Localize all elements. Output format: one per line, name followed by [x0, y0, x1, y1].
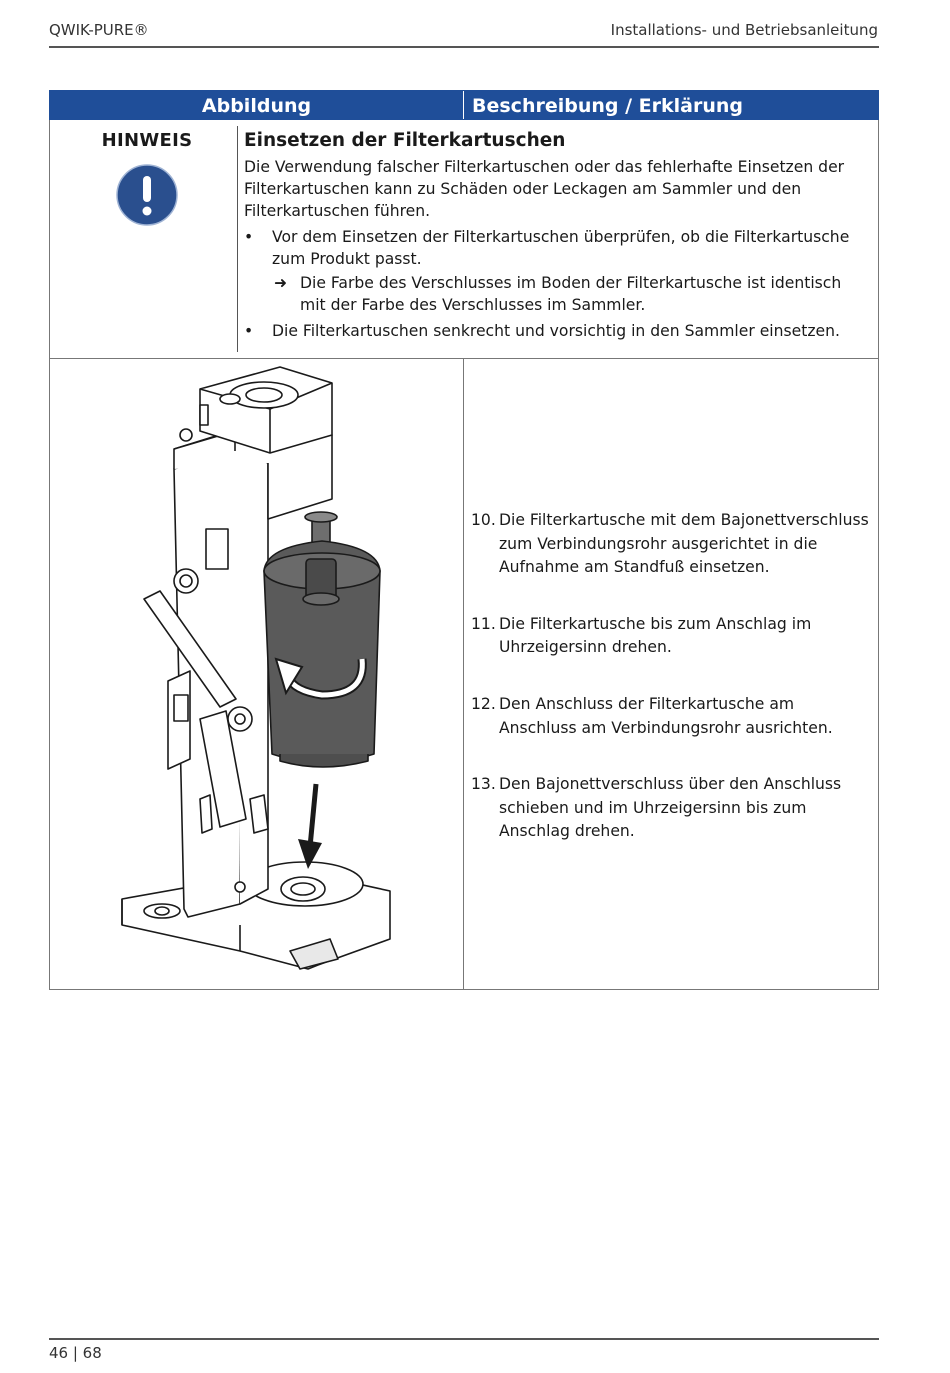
- header-rule: [49, 46, 879, 48]
- step-number: 12.: [471, 694, 496, 713]
- instruction-table: [49, 90, 879, 990]
- notice-label: HINWEIS: [101, 130, 193, 151]
- notice-body: [244, 130, 870, 342]
- bullet-symbol: •: [244, 228, 254, 246]
- notice-title: Einsetzen der Filterkartuschen: [244, 130, 566, 151]
- list-item: [471, 693, 872, 740]
- step-number: 13.: [471, 775, 496, 794]
- notice-intro: Die Verwendung falscher Filterkartuschen oder das fehlerhafte Einsetzen der Filterkartuschen kann zu Schäden oder Leckagen am Sammler und den Filterkartuschen führen.: [244, 158, 845, 220]
- header-document-title: Installations- und Betriebsanleitung: [610, 21, 878, 39]
- footer-rule: [49, 1338, 879, 1340]
- notice-bullet: [244, 320, 870, 342]
- notice-bullet-text: Vor dem Einsetzen der Filterkartuschen überprüfen, ob die Filterkartusche zum Produkt passt.: [272, 228, 850, 268]
- step-row: [49, 359, 879, 990]
- list-item: [471, 613, 872, 660]
- exclamation-icon: [116, 164, 178, 226]
- step-number: 11.: [471, 614, 496, 633]
- list-item: [471, 509, 872, 580]
- notice-bullet-text: Die Filterkartuschen senkrecht und vorsichtig in den Sammler einsetzen.: [272, 322, 840, 340]
- list-item: [471, 773, 872, 844]
- bullet-symbol: •: [244, 322, 254, 340]
- figure-cell: [50, 359, 464, 989]
- step-text: Den Anschluss der Filterkartusche am Anschluss am Verbindungsrohr ausrichten.: [499, 694, 833, 737]
- steps-list: [471, 509, 872, 877]
- step-text: Den Bajonettverschluss über den Anschluss schieben und im Uhrzeigersinn bis zum Anschlag drehen.: [499, 775, 842, 841]
- column-header-figure: Abbildung: [50, 91, 464, 119]
- step-number: 10.: [471, 511, 496, 529]
- notice-bullet: [244, 226, 870, 270]
- notice-result-text: Die Farbe des Verschlusses im Boden der Filterkartusche ist identisch mit der Farbe des Verschlusses im Sammler.: [300, 274, 842, 314]
- table-header-row: [49, 90, 879, 120]
- arrow-right-icon: ➜: [274, 274, 288, 292]
- column-header-description: Beschreibung / Erklärung: [472, 95, 744, 117]
- step-text: Die Filterkartusche bis zum Anschlag im Uhrzeigersinn drehen.: [499, 614, 812, 657]
- notice-row: [49, 120, 879, 359]
- filter-cartridge-installation-illustration: [50, 359, 463, 989]
- steps-cell: [464, 359, 878, 989]
- page-number: 46 | 68: [49, 1344, 102, 1362]
- notice-divider: [237, 126, 238, 352]
- header-product-name: QWIK-PURE®: [49, 21, 149, 39]
- step-text: Die Filterkartusche mit dem Bajonettverschluss zum Verbindungsrohr ausgerichtet in die Aufnahme am Standfuß einsetzen.: [499, 511, 869, 577]
- notice-result: [244, 272, 870, 316]
